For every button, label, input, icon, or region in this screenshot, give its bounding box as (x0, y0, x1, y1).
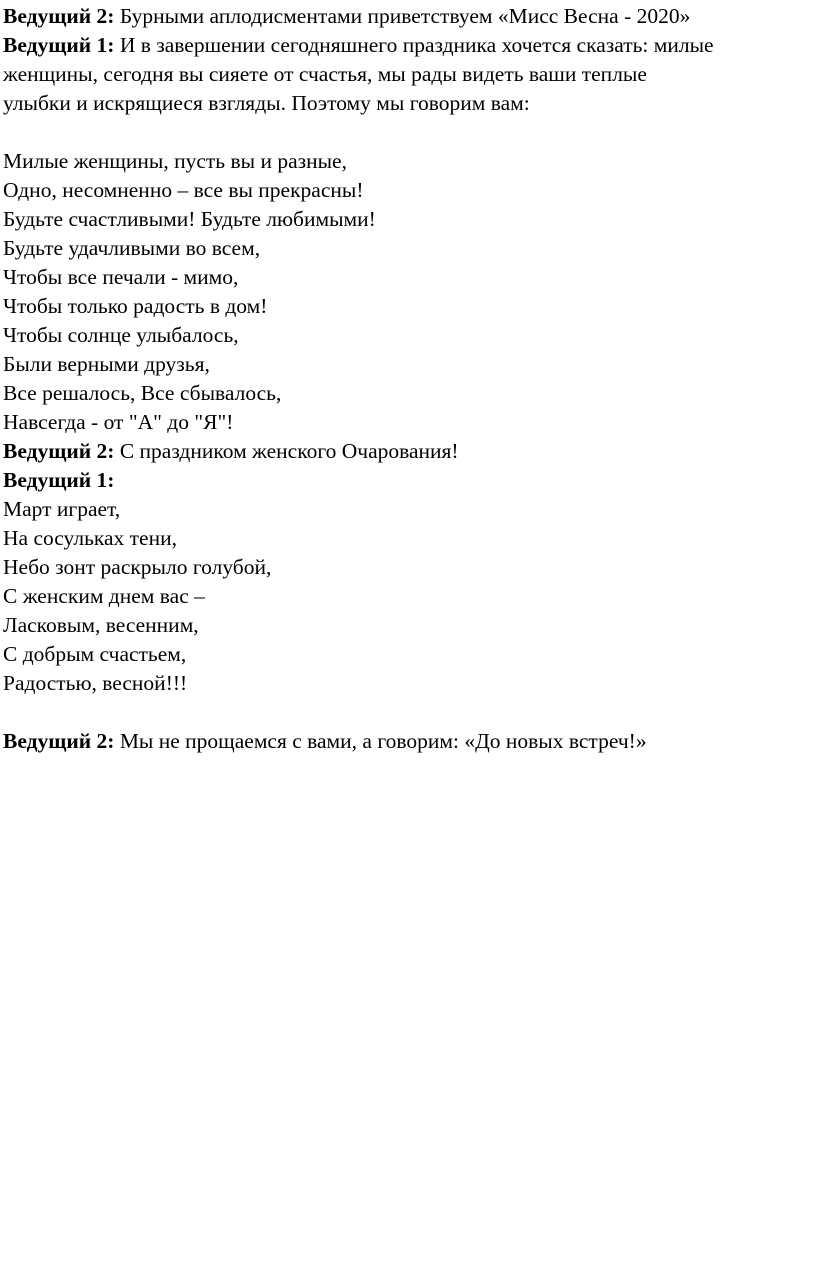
blank-line (3, 698, 816, 727)
poem-line: С женским днем вас – (3, 584, 205, 608)
blank-line (3, 118, 816, 147)
paragraph-text: И в завершении сегодняшнего праздника хочется сказать: милые (114, 33, 714, 57)
poem-line: Чтобы все печали - мимо, (3, 265, 239, 289)
poem-line: С добрым счастьем, (3, 642, 187, 666)
poem-line: Будьте удачливыми во всем, (3, 236, 261, 260)
poem-line: Небо зонт раскрыло голубой, (3, 555, 272, 579)
poem-line: На сосульках тени, (3, 526, 177, 550)
speaker-label: Ведущий 2: (3, 729, 115, 753)
paragraph-host1-poem-intro (3, 466, 816, 495)
paragraph-host1-closing-line-3: улыбки и искрящиеся взгляды. Поэтому мы говорим вам: (3, 91, 530, 115)
poem-women (3, 147, 816, 437)
poem-line: Чтобы солнце улыбалось, (3, 323, 239, 347)
poem-line: Одно, несомненно – все вы прекрасны! (3, 178, 364, 202)
paragraph-host2-congrats (3, 437, 816, 466)
poem-march (3, 495, 816, 698)
paragraph-host1-closing-line-2: женщины, сегодня вы сияете от счастья, мы рады видеть ваши теплые (3, 62, 647, 86)
paragraph-text: Мы не прощаемся с вами, а говорим: «До новых встреч!» (114, 729, 647, 753)
poem-line: Ласковым, весенним, (3, 613, 199, 637)
poem-line: Все решалось, Все сбывалось, (3, 381, 282, 405)
paragraph-text: С праздником женского Очарования! (114, 439, 459, 463)
poem-line: Радостью, весной!!! (3, 671, 188, 695)
speaker-label: Ведущий 2: (3, 439, 115, 463)
poem-line: Навсегда - от "А" до "Я"! (3, 410, 234, 434)
poem-line: Чтобы только радость в дом! (3, 294, 268, 318)
paragraph-text: Бурными аплодисментами приветствуем «Мисс Весна - 2020» (114, 4, 691, 28)
speaker-label: Ведущий 2: (3, 4, 115, 28)
poem-line: Март играет, (3, 497, 121, 521)
paragraph-host1-closing-line-1 (3, 31, 816, 60)
speaker-label: Ведущий 1: (3, 33, 115, 57)
speaker-label: Ведущий 1: (3, 468, 115, 492)
paragraph-host2-farewell (3, 727, 816, 756)
poem-line: Милые женщины, пусть вы и разные, (3, 149, 347, 173)
paragraph-host2-applause (3, 2, 816, 31)
poem-line: Будьте счастливыми! Будьте любимыми! (3, 207, 376, 231)
poem-line: Были верными друзья, (3, 352, 210, 376)
